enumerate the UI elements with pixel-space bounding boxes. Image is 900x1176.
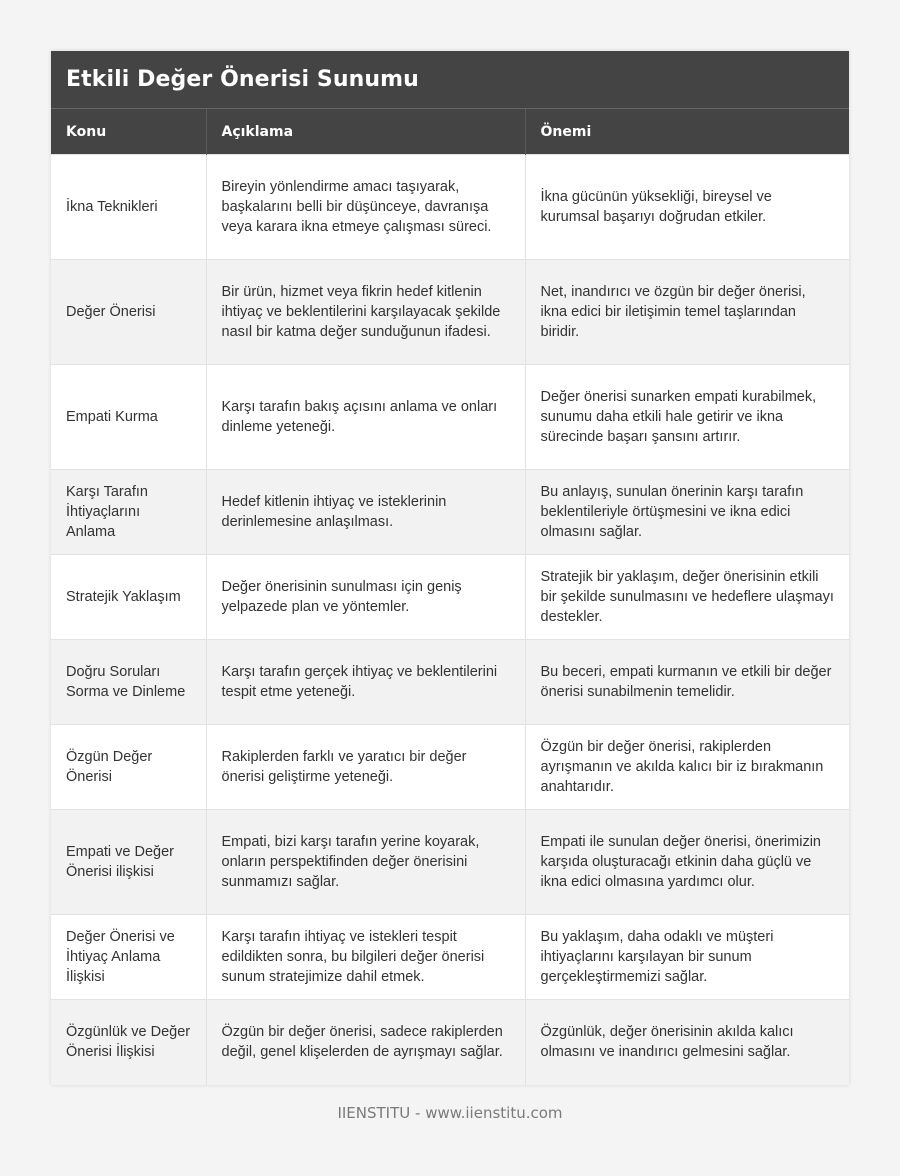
cell-topic: Değer Önerisi [51, 260, 206, 365]
cell-topic: Stratejik Yaklaşım [51, 555, 206, 640]
cell-description: Karşı tarafın bakış açısını anlama ve onları dinleme yeteneği. [206, 365, 525, 470]
cell-importance: Özgün bir değer önerisi, rakiplerden ayrışmanın ve akılda kalıcı bir iz bırakmanın anahtarıdır. [525, 725, 849, 810]
cell-topic: İkna Teknikleri [51, 155, 206, 260]
page-title: Etkili Değer Önerisi Sunumu [66, 67, 419, 92]
cell-topic: Empati ve Değer Önerisi ilişkisi [51, 810, 206, 915]
cell-description: Karşı tarafın ihtiyaç ve istekleri tespit edildikten sonra, bu bilgileri değer önerisi sunum stratejimize dahil etmek. [206, 915, 525, 1000]
cell-importance: Özgünlük, değer önerisinin akılda kalıcı olmasını ve inandırıcı gelmesini sağlar. [525, 1000, 849, 1085]
title-bar [51, 51, 849, 108]
cell-importance: Bu anlayış, sunulan önerinin karşı tarafın beklentileriyle örtüşmesini ve ikna edici olmasını sağlar. [525, 470, 849, 555]
cell-importance: Empati ile sunulan değer önerisi, önerimizin karşıda oluşturacağı etkinin daha güçlü ve ikna edici olmasına yardımcı olur. [525, 810, 849, 915]
table-row [51, 155, 849, 260]
header-topic: Konu [51, 109, 206, 155]
cell-description: Karşı tarafın gerçek ihtiyaç ve beklentilerini tespit etme yeteneği. [206, 640, 525, 725]
cell-description: Bireyin yönlendirme amacı taşıyarak, başkalarını belli bir düşünceye, davranışa veya karara ikna etmeye çalışması süreci. [206, 155, 525, 260]
cell-description: Hedef kitlenin ihtiyaç ve isteklerinin derinlemesine anlaşılması. [206, 470, 525, 555]
cell-importance: Stratejik bir yaklaşım, değer önerisinin etkili bir şekilde sunulmasını ve hedeflere ulaşmayı destekler. [525, 555, 849, 640]
cell-importance: Bu beceri, empati kurmanın ve etkili bir değer önerisi sunabilmenin temelidir. [525, 640, 849, 725]
cell-topic: Özgün Değer Önerisi [51, 725, 206, 810]
cell-description: Rakiplerden farklı ve yaratıcı bir değer önerisi geliştirme yeteneği. [206, 725, 525, 810]
table-row [51, 365, 849, 470]
table-row [51, 725, 849, 810]
value-proposition-table [51, 108, 849, 1085]
table-header-row [51, 109, 849, 155]
cell-importance: Bu yaklaşım, daha odaklı ve müşteri ihtiyaçlarını karşılayan bir sunum gerçekleştirmemizi sağlar. [525, 915, 849, 1000]
table-row [51, 470, 849, 555]
cell-importance: İkna gücünün yüksekliği, bireysel ve kurumsal başarıyı doğrudan etkiler. [525, 155, 849, 260]
cell-description: Özgün bir değer önerisi, sadece rakiplerden değil, genel klişelerden de ayrışmayı sağlar. [206, 1000, 525, 1085]
table-row [51, 810, 849, 915]
cell-topic: Doğru Soruları Sorma ve Dinleme [51, 640, 206, 725]
table-row [51, 555, 849, 640]
content-card [51, 51, 849, 1085]
footer-credit: IIENSTITU - www.iienstitu.com [337, 1104, 563, 1122]
cell-topic: Özgünlük ve Değer Önerisi İlişkisi [51, 1000, 206, 1085]
header-description: Açıklama [206, 109, 525, 155]
table-row [51, 1000, 849, 1085]
cell-importance: Değer önerisi sunarken empati kurabilmek, sunumu daha etkili hale getirir ve ikna sürecinde başarı şansını artırır. [525, 365, 849, 470]
cell-topic: Empati Kurma [51, 365, 206, 470]
cell-description: Bir ürün, hizmet veya fikrin hedef kitlenin ihtiyaç ve beklentilerini karşılayacak şekilde nasıl bir katma değer sunduğunun ifadesi. [206, 260, 525, 365]
table-row [51, 640, 849, 725]
cell-topic: Değer Önerisi ve İhtiyaç Anlama İlişkisi [51, 915, 206, 1000]
table-row [51, 915, 849, 1000]
cell-description: Empati, bizi karşı tarafın yerine koyarak, onların perspektifinden değer önerisini sunmamızı sağlar. [206, 810, 525, 915]
table-row [51, 260, 849, 365]
cell-importance: Net, inandırıcı ve özgün bir değer önerisi, ikna edici bir iletişimin temel taşlarından biridir. [525, 260, 849, 365]
cell-topic: Karşı Tarafın İhtiyaçlarını Anlama [51, 470, 206, 555]
cell-description: Değer önerisinin sunulması için geniş yelpazede plan ve yöntemler. [206, 555, 525, 640]
header-importance: Önemi [525, 109, 849, 155]
